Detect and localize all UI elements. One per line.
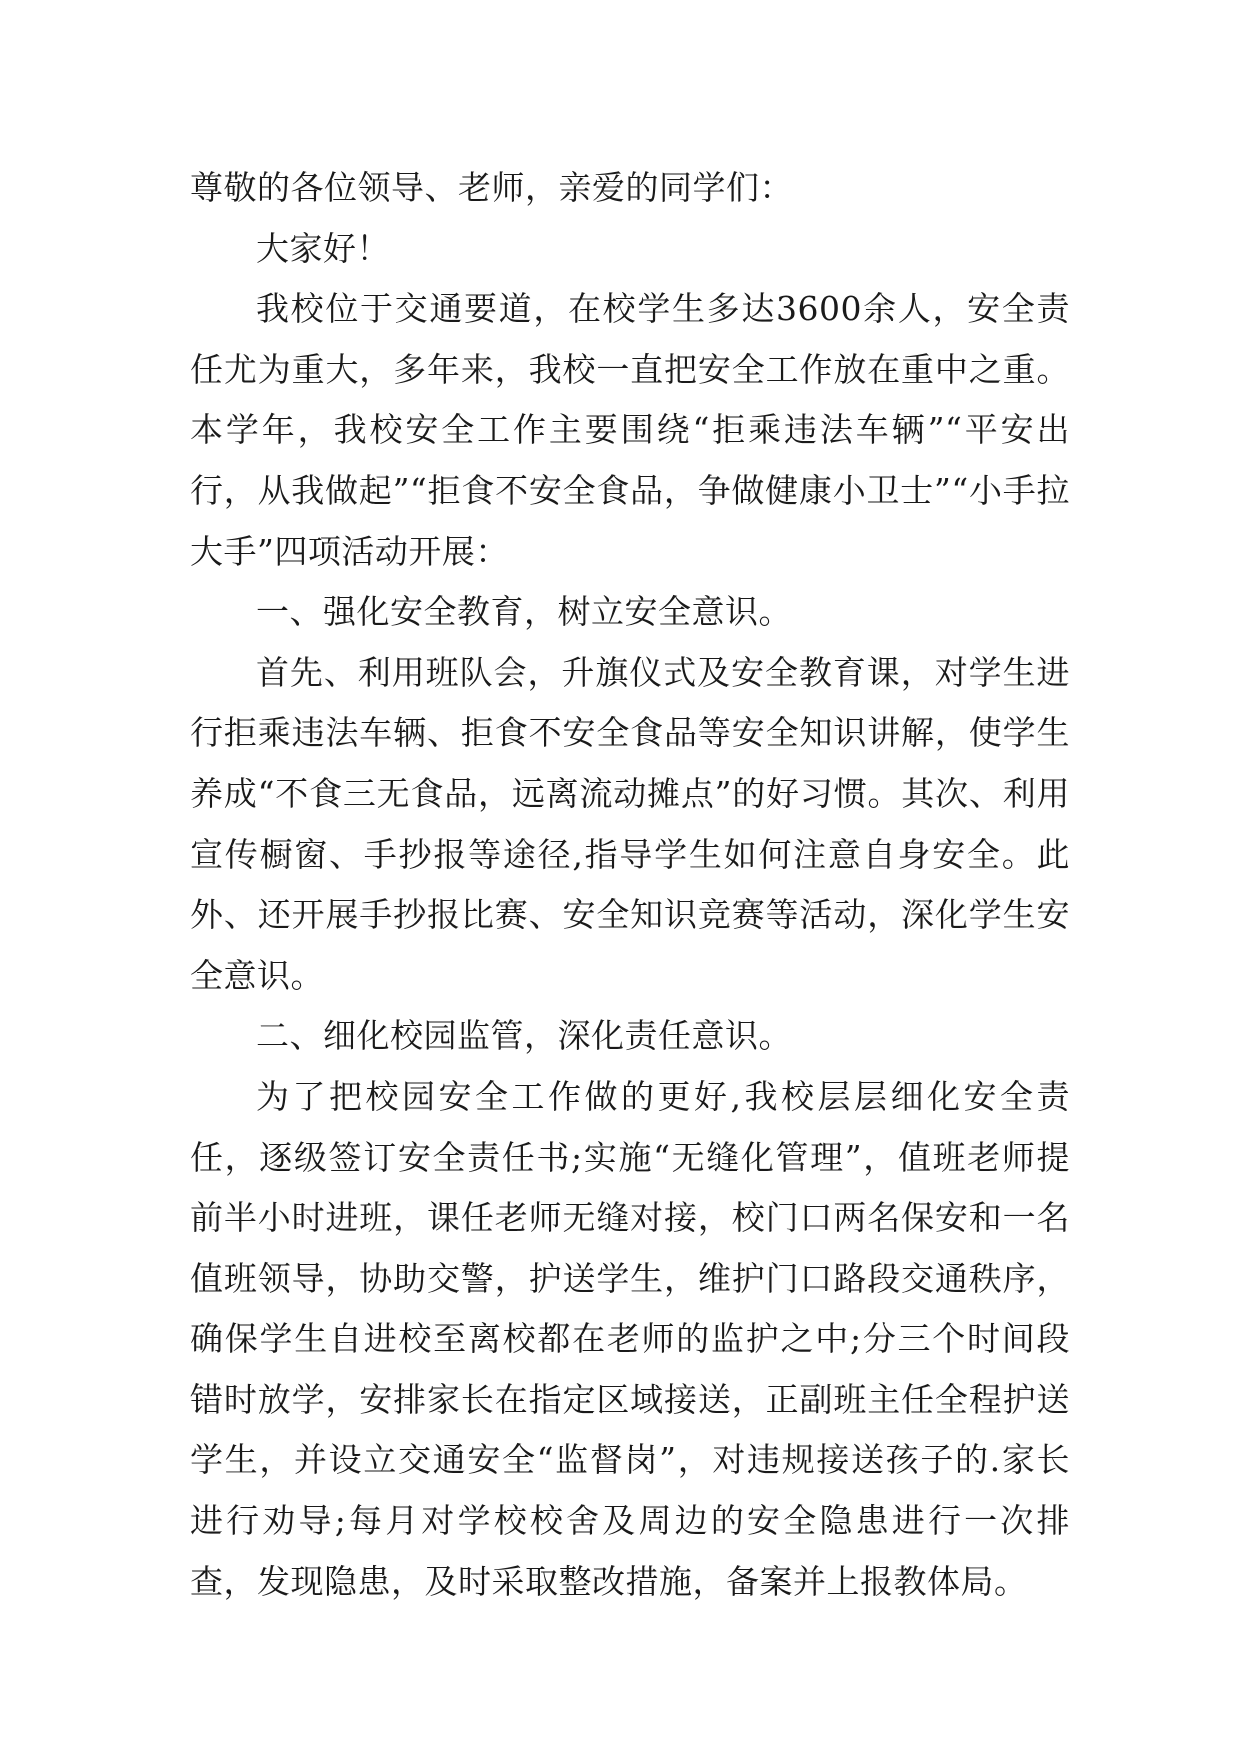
- section-heading-2: 二、细化校园监管，深化责任意识。: [256, 1016, 792, 1056]
- section-heading-1: 一、强化安全教育，树立安全意识。: [256, 592, 792, 632]
- paragraph-section-2: 为了把校园安全工作做的更好,我校层层细化安全责任，逐级签订安全责任书;实施“无缝化管理”，值班老师提前半小时进班，课任老师无缝对接，校门口两名保安和一名值班领导，协助交警，护送学生，维护门口路段交通秩序，确保学生自进校至离校都在老师的监护之中;分三个时间段错时放学，安排家长在指定区域接送，正副班主任全程护送学生，并设立交通安全“监督岗”，对违规接送孩子的.家长进行劝导;每月对学校校舍及周边的安全隐患进行一次排查，发现隐患，及时采取整改措施，备案并上报教体局。: [190, 1076, 1070, 1601]
- document-body: [190, 158, 1070, 1612]
- greeting-line: 尊敬的各位领导、老师，亲爱的同学们：: [190, 168, 793, 207]
- paragraph-intro: 我校位于交通要道，在校学生多达3600余人，安全责任尤为重大，多年来，我校一直把安全工作放在重中之重。本学年，我校安全工作主要围绕“拒乘违法车辆”“平安出行，从我做起”“拒食不安全食品，争做健康小卫士”“小手拉大手”四项活动开展：: [190, 289, 1070, 571]
- paragraph-section-1: 首先、利用班队会，升旗仪式及安全教育课，对学生进行拒乘违法车辆、拒食不安全食品等安全知识讲解，使学生养成“不食三无食品，远离流动摊点”的好习惯。其次、利用宣传橱窗、手抄报等途径,指导学生如何注意自身安全。此外、还开展手抄报比赛、安全知识竞赛等活动，深化学生安全意识。: [190, 652, 1070, 995]
- opening-line: 大家好！: [256, 228, 390, 268]
